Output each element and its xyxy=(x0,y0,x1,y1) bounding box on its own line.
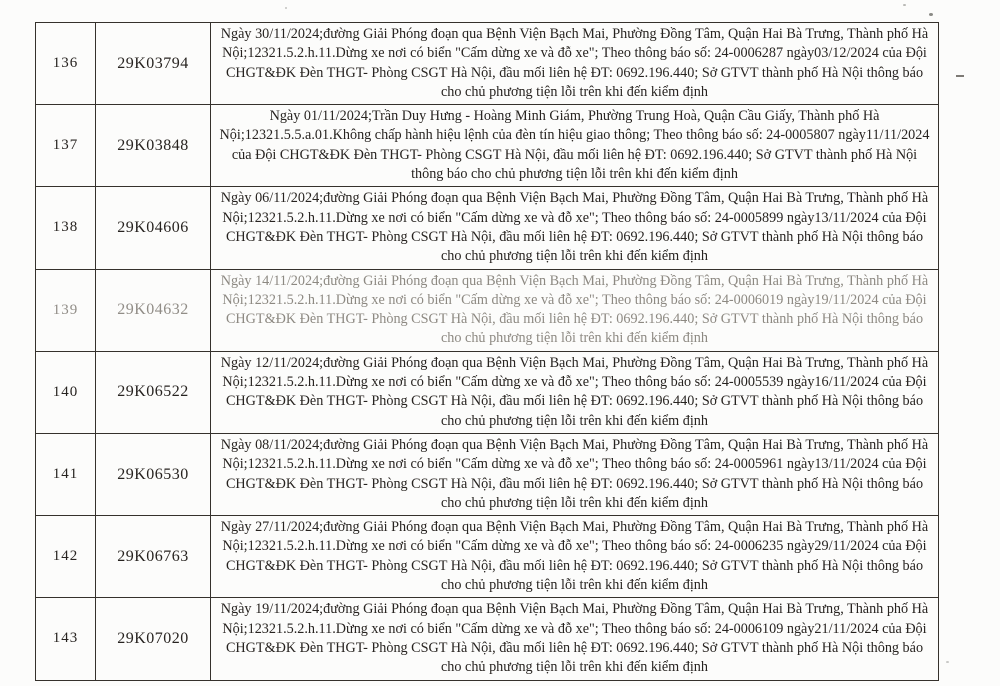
scan-mark xyxy=(956,75,964,77)
table-row xyxy=(36,433,939,515)
violation-description-cell: Ngày 30/11/2024;đường Giải Phóng đoạn qua Bệnh Viện Bạch Mai, Phường Đồng Tâm, Quận Hai Bà Trưng, Thành phố Hà Nội;12321.5.2.h.11.Dừng xe nơi có biển "Cấm dừng xe và đỗ xe"; Theo thông báo số: 24-0006287 ngày03/12/2024 của Đội CHGT&ĐK Đèn THGT- Phòng CSGT Hà Nội, đầu mối liên hệ ĐT: 0692.196.440; Sở GTVT thành phố Hà Nội thông báo cho chủ phương tiện lỗi trên khi đến kiểm định xyxy=(211,23,939,105)
row-number-cell: 136 xyxy=(36,23,96,105)
plate-number-cell: 29K07020 xyxy=(96,598,211,680)
violation-description-cell: Ngày 27/11/2024;đường Giải Phóng đoạn qua Bệnh Viện Bạch Mai, Phường Đồng Tâm, Quận Hai Bà Trưng, Thành phố Hà Nội;12321.5.2.h.11.Dừng xe nơi có biển "Cấm dừng xe và đỗ xe"; Theo thông báo số: 24-0006235 ngày29/11/2024 của Đội CHGT&ĐK Đèn THGT- Phòng CSGT Hà Nội, đầu mối liên hệ ĐT: 0692.196.440; Sở GTVT thành phố Hà Nội thông báo cho chủ phương tiện lỗi trên khi đến kiểm định xyxy=(211,516,939,598)
violations-table xyxy=(35,22,939,681)
scan-speck xyxy=(929,13,933,16)
plate-number-cell: 29K04606 xyxy=(96,187,211,269)
plate-number-cell: 29K06530 xyxy=(96,433,211,515)
row-number-cell: 143 xyxy=(36,598,96,680)
table-row xyxy=(36,187,939,269)
plate-number-cell: 29K06763 xyxy=(96,516,211,598)
row-number-cell: 138 xyxy=(36,187,96,269)
scan-speck xyxy=(946,661,949,663)
table-row xyxy=(36,351,939,433)
table-row xyxy=(36,598,939,680)
table-row xyxy=(36,516,939,598)
violation-description-cell: Ngày 01/11/2024;Trần Duy Hưng - Hoàng Minh Giám, Phường Trung Hoà, Quận Cầu Giấy, Thành phố Hà Nội;12321.5.5.a.01.Không chấp hành hiệu lệnh của đèn tín hiệu giao thông; Theo thông báo số: 24-0005807 ngày11/11/2024 của Đội CHGT&ĐK Đèn THGT- Phòng CSGT Hà Nội, đầu mối liên hệ ĐT: 0692.196.440; Sở GTVT thành phố Hà Nội thông báo cho chủ phương tiện lỗi trên khi đến kiểm định xyxy=(211,105,939,187)
violation-description-cell: Ngày 19/11/2024;đường Giải Phóng đoạn qua Bệnh Viện Bạch Mai, Phường Đồng Tâm, Quận Hai Bà Trưng, Thành phố Hà Nội;12321.5.2.h.11.Dừng xe nơi có biển "Cấm dừng xe và đỗ xe"; Theo thông báo số: 24-0006109 ngày21/11/2024 của Đội CHGT&ĐK Đèn THGT- Phòng CSGT Hà Nội, đầu mối liên hệ ĐT: 0692.196.440; Sở GTVT thành phố Hà Nội thông báo cho chủ phương tiện lỗi trên khi đến kiểm định xyxy=(211,598,939,680)
row-number-cell: 137 xyxy=(36,105,96,187)
violation-description-cell: Ngày 14/11/2024;đường Giải Phóng đoạn qua Bệnh Viện Bạch Mai, Phường Đồng Tâm, Quận Hai Bà Trưng, Thành phố Hà Nội;12321.5.2.h.11.Dừng xe nơi có biển "Cấm dừng xe và đỗ xe"; Theo thông báo số: 24-0006019 ngày19/11/2024 của Đội CHGT&ĐK Đèn THGT- Phòng CSGT Hà Nội, đầu mối liên hệ ĐT: 0692.196.440; Sở GTVT thành phố Hà Nội thông báo cho chủ phương tiện lỗi trên khi đến kiểm định xyxy=(211,269,939,351)
violation-description-cell: Ngày 08/11/2024;đường Giải Phóng đoạn qua Bệnh Viện Bạch Mai, Phường Đồng Tâm, Quận Hai Bà Trưng, Thành phố Hà Nội;12321.5.2.h.11.Dừng xe nơi có biển "Cấm dừng xe và đỗ xe"; Theo thông báo số: 24-0005961 ngày13/11/2024 của Đội CHGT&ĐK Đèn THGT- Phòng CSGT Hà Nội, đầu mối liên hệ ĐT: 0692.196.440; Sở GTVT thành phố Hà Nội thông báo cho chủ phương tiện lỗi trên khi đến kiểm định xyxy=(211,433,939,515)
plate-number-cell: 29K03794 xyxy=(96,23,211,105)
violation-description-cell: Ngày 06/11/2024;đường Giải Phóng đoạn qua Bệnh Viện Bạch Mai, Phường Đồng Tâm, Quận Hai Bà Trưng, Thành phố Hà Nội;12321.5.2.h.11.Dừng xe nơi có biển "Cấm dừng xe và đỗ xe"; Theo thông báo số: 24-0005899 ngày13/11/2024 của Đội CHGT&ĐK Đèn THGT- Phòng CSGT Hà Nội, đầu mối liên hệ ĐT: 0692.196.440; Sở GTVT thành phố Hà Nội thông báo cho chủ phương tiện lỗi trên khi đến kiểm định xyxy=(211,187,939,269)
violations-table-body xyxy=(36,23,939,681)
plate-number-cell: 29K03848 xyxy=(96,105,211,187)
table-row xyxy=(36,269,939,351)
plate-number-cell: 29K06522 xyxy=(96,351,211,433)
plate-number-cell: 29K04632 xyxy=(96,269,211,351)
table-row xyxy=(36,105,939,187)
row-number-cell: 140 xyxy=(36,351,96,433)
violation-description-cell: Ngày 12/11/2024;đường Giải Phóng đoạn qua Bệnh Viện Bạch Mai, Phường Đồng Tâm, Quận Hai Bà Trưng, Thành phố Hà Nội;12321.5.2.h.11.Dừng xe nơi có biển "Cấm dừng xe và đỗ xe"; Theo thông báo số: 24-0005539 ngày16/11/2024 của Đội CHGT&ĐK Đèn THGT- Phòng CSGT Hà Nội, đầu mối liên hệ ĐT: 0692.196.440; Sở GTVT thành phố Hà Nội thông báo cho chủ phương tiện lỗi trên khi đến kiểm định xyxy=(211,351,939,433)
scan-speck xyxy=(903,4,906,6)
row-number-cell: 141 xyxy=(36,433,96,515)
scan-speck xyxy=(285,7,287,9)
row-number-cell: 142 xyxy=(36,516,96,598)
row-number-cell: 139 xyxy=(36,269,96,351)
table-row xyxy=(36,23,939,105)
